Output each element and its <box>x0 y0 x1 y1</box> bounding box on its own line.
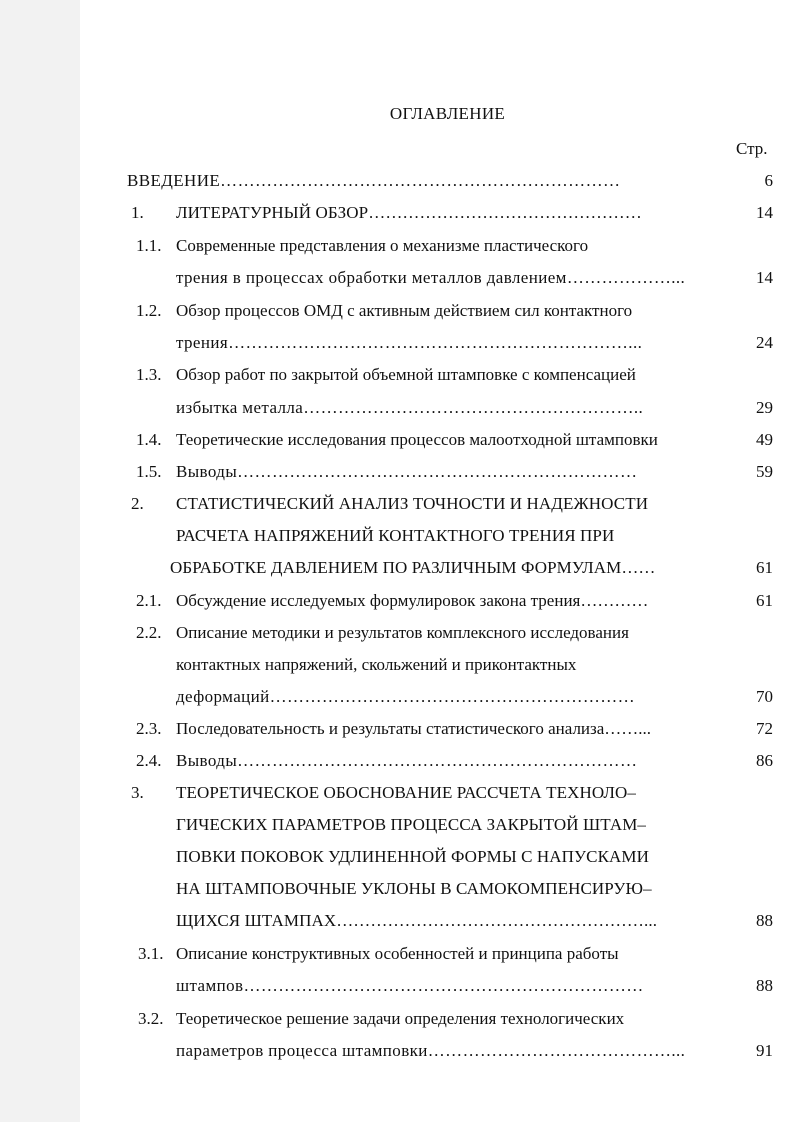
toc-entry-1-4 <box>0 430 793 460</box>
toc-page-number: 14 <box>756 203 773 222</box>
toc-entry-number: 1.1. <box>136 236 162 255</box>
toc-page-number: 70 <box>756 687 773 706</box>
toc-entry-text: Последовательность и результаты статистического анализа……... <box>176 719 652 738</box>
toc-entry-text: ГИЧЕСКИХ ПАРАМЕТРОВ ПРОЦЕССА ЗАКРЫТОЙ ШТАМ– <box>176 815 647 834</box>
toc-page-number: 91 <box>756 1041 773 1060</box>
toc-entry-number: 1.2. <box>136 301 162 320</box>
toc-entry-3-cont-1 <box>0 815 793 845</box>
toc-entry-text: штампов…………………………………………………………… <box>176 976 644 995</box>
toc-entry-2-4 <box>0 751 793 781</box>
toc-entry-text: СТАТИСТИЧЕСКИЙ АНАЛИЗ ТОЧНОСТИ И НАДЕЖНОСТИ <box>176 494 649 513</box>
toc-entry-text: Теоретическое решение задачи определения технологических <box>176 1009 625 1028</box>
toc-entry-number: 1.4. <box>136 430 162 449</box>
toc-entry-text: Выводы…………………………………………………………… <box>176 462 638 481</box>
toc-page-number: 49 <box>756 430 773 449</box>
toc-entry-number: 1.5. <box>136 462 162 481</box>
toc-entry-text: РАСЧЕТА НАПРЯЖЕНИЙ КОНТАКТНОГО ТРЕНИЯ ПРИ <box>176 526 615 545</box>
toc-entry-number: 3. <box>131 783 144 802</box>
toc-entry-3-2 <box>0 1009 793 1039</box>
toc-page-number: 14 <box>756 268 773 287</box>
toc-entry-1-2-cont <box>0 333 793 363</box>
toc-page-number: 59 <box>756 462 773 481</box>
toc-entry-text: контактных напряжений, скольжений и приконтактных <box>176 655 577 674</box>
toc-entry-text: Обсуждение исследуемых формулировок закона трения………… <box>176 591 649 610</box>
toc-entry-number: 3.2. <box>138 1009 164 1028</box>
toc-entry-number: 1.3. <box>136 365 162 384</box>
toc-entry-text: параметров процесса штамповки……………………………………... <box>176 1041 686 1060</box>
toc-entry-2 <box>0 494 793 524</box>
toc-entry-1-3 <box>0 365 793 395</box>
toc-title: ОГЛАВЛЕНИЕ <box>389 104 506 123</box>
toc-entry-number: 2.2. <box>136 623 162 642</box>
toc-entry-2-2 <box>0 623 793 653</box>
toc-entry-2-1 <box>0 591 793 621</box>
toc-entry-text: деформаций……………………………………………………… <box>176 687 636 706</box>
toc-entry-number: 2.1. <box>136 591 162 610</box>
toc-entry-1-3-cont <box>0 398 793 428</box>
toc-entry-text: ВВЕДЕНИЕ…………………………………………………………… <box>127 171 621 190</box>
toc-entry-1-1 <box>0 236 793 266</box>
toc-entry-text: трения в процессах обработки металлов давлением………………... <box>176 268 686 287</box>
toc-page-number: 24 <box>756 333 773 352</box>
toc-page-number: 88 <box>756 976 773 995</box>
page-column-label: Стр. <box>736 139 768 158</box>
toc-entry-text: ЩИХСЯ ШТАМПАХ………………………………………………... <box>176 911 658 930</box>
toc-entry-text: ПОВКИ ПОКОВОК УДЛИНЕННОЙ ФОРМЫ С НАПУСКАМИ <box>176 847 650 866</box>
toc-entry-text: ОБРАБОТКЕ ДАВЛЕНИЕМ ПО РАЗЛИЧНЫМ ФОРМУЛАМ…… <box>170 558 656 577</box>
toc-entry-text: Обзор процессов ОМД с активным действием сил контактного <box>176 301 633 320</box>
toc-entry-number: 1. <box>131 203 144 222</box>
toc-entry-2-3 <box>0 719 793 749</box>
toc-entry-1 <box>0 203 793 233</box>
toc-entry-text: Описание методики и результатов комплексного исследования <box>176 623 629 642</box>
toc-entry-intro <box>0 171 793 201</box>
toc-entry-2-cont-2 <box>0 558 793 588</box>
toc-entry-text: НА ШТАМПОВОЧНЫЕ УКЛОНЫ В САМОКОМПЕНСИРУЮ– <box>176 879 652 898</box>
toc-page-number: 29 <box>756 398 773 417</box>
toc-page-number: 88 <box>756 911 773 930</box>
toc-entry-3-1 <box>0 944 793 974</box>
toc-entry-2-2-cont-1 <box>0 655 793 685</box>
toc-entry-text: Описание конструктивных особенностей и принципа работы <box>176 944 619 963</box>
toc-entry-1-5 <box>0 462 793 492</box>
toc-entry-3-2-cont <box>0 1041 793 1071</box>
toc-page-number: 6 <box>764 171 773 190</box>
toc-entry-text: Теоретические исследования процессов малоотходной штамповки <box>176 430 658 449</box>
toc-entry-number: 2.3. <box>136 719 162 738</box>
toc-entry-number: 2. <box>131 494 144 513</box>
toc-entry-1-1-cont <box>0 268 793 298</box>
toc-page-number: 86 <box>756 751 773 770</box>
toc-entry-text: ТЕОРЕТИЧЕСКОЕ ОБОСНОВАНИЕ РАССЧЕТА ТЕХНОЛО– <box>176 783 636 802</box>
toc-entry-3-1-cont <box>0 976 793 1006</box>
toc-page-number: 72 <box>756 719 773 738</box>
toc-entry-3-cont-3 <box>0 879 793 909</box>
toc-entry-text: Современные представления о механизме пластического <box>176 236 589 255</box>
toc-entry-2-2-cont-2 <box>0 687 793 717</box>
toc-entry-text: избытка металла………………………………………………….. <box>176 398 644 417</box>
toc-entry-1-2 <box>0 301 793 331</box>
toc-entry-text: ЛИТЕРАТУРНЫЙ ОБЗОР………………………………………… <box>176 203 642 222</box>
toc-page-number: 61 <box>756 558 773 577</box>
toc-entry-text: трения……………………………………………………………... <box>176 333 643 352</box>
toc-entry-3 <box>0 783 793 813</box>
toc-entry-2-cont-1 <box>0 526 793 556</box>
toc-entry-number: 3.1. <box>138 944 164 963</box>
toc-page-number: 61 <box>756 591 773 610</box>
toc-entry-text: Обзор работ по закрытой объемной штамповке с компенсацией <box>176 365 636 384</box>
toc-entry-3-cont-4 <box>0 911 793 941</box>
toc-entry-number: 2.4. <box>136 751 162 770</box>
toc-entry-text: Выводы…………………………………………………………… <box>176 751 638 770</box>
toc-entry-3-cont-2 <box>0 847 793 877</box>
